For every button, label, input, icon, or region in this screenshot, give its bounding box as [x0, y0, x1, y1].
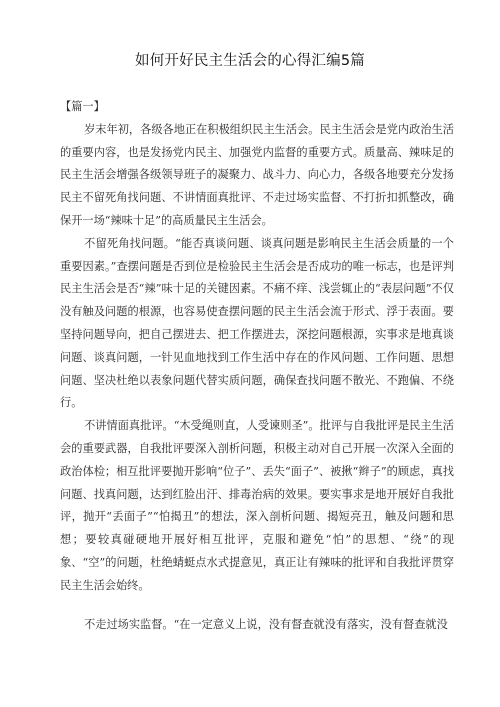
paragraph-supervision: 不走过场实监督。“在一定意义上说，没有督查就没有落实，没有督查就没	[84, 617, 448, 631]
document-body	[60, 96, 454, 636]
paragraph-find-problems: 不留死角找问题。“能否真谈问题、谈真问题是影响民主生活会质量的一个重要因素。”查摆问题是否到位是检验民主生活会是否成功的唯一标志，也是评判民主生活会是否“辣”味十足的关键因素。不痛不痒、浅尝辄止的“表层问题”不仅没有触及问题的根源，也容易使查摆问题的民主生活会流于形式、浮于表面。要坚持问题导向，把自己摆进去、把工作摆进去，深挖问题根源，实事求是地真谈问题、谈真问题，一针见血地找到工作生活中存在的作风问题、工作问题、思想问题、坚决杜绝以表象问题代替实质问题，确保查找问题不散光、不跑偏、不绕行。	[60, 236, 454, 410]
paragraph-intro: 岁末年初，各级各地正在积极组织民主生活会。民主生活会是党内政治生活的重要内容，也是发扬党内民主、加强党内监督的重要方式。质量高、辣味足的民主生活会增强各级领导班子的凝聚力、战斗力、向心力，各级各地要充分发扬民主不留死角找问题、不讲情面真批评、不走过场实监督、不打折扣抓整改，确保开一场“辣味十足”的高质量民主生活会。	[60, 122, 454, 227]
document-title: 如何开好民主生活会的心得汇编5篇	[135, 53, 365, 69]
paragraph-criticism: 不讲情面真批评。“木受绳则直，人受谏则圣”。批评与自我批评是民主生活会的重要武器，自我批评要深入剖析问题，积极主动对自己开展一次深入全面的政治体检；相互批评要抛开影响“位子”、丢失“面子”、被揪“辫子”的顾虑，真找问题、找真问题，达到红脸出汗、排毒治病的效果。要实事求是地开展好自我批评，抛开“丢面子”“怕揭丑”的想法，深入剖析问题、揭短亮丑，触及问题和思想；要较真碰硬地开展好相互批评，克服和避免“怕”的思想、“绕”的现象、“空”的问题，杜绝蜻蜓点水式提意见，真正让有辣味的批评和自我批评贯穿民主生活会始终。	[60, 419, 454, 592]
section-label: 【篇一】	[60, 100, 105, 113]
